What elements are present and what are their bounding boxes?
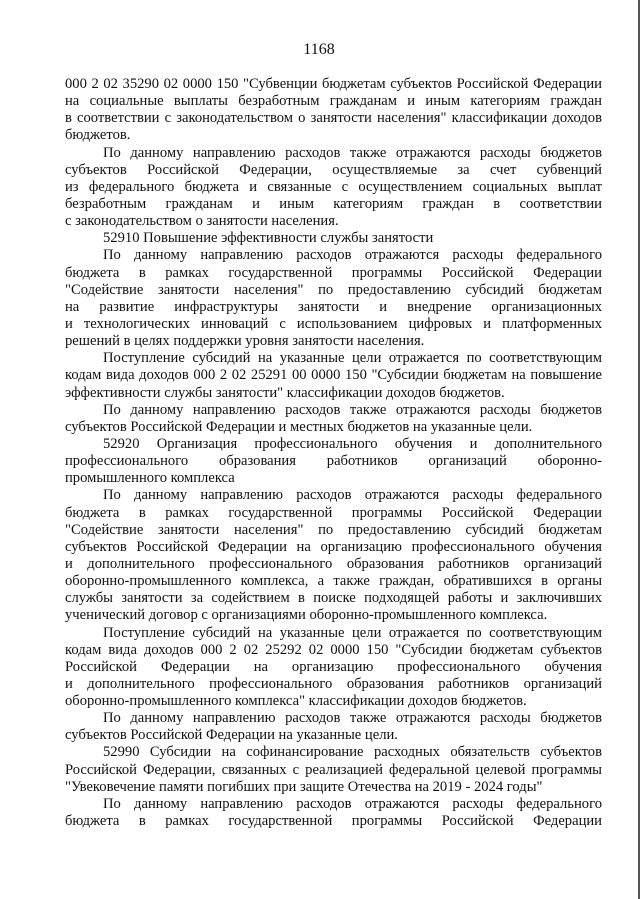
text-line: ученический договор с организациями оборонно-промышленного комплекса.: [65, 607, 548, 624]
text-line: Поступление субсидий на указанные цели отражается по соответствующим: [103, 350, 602, 367]
text-line: 52910 Повышение эффективности службы занятости: [103, 230, 434, 247]
text-line: Российской Федерации на организацию профессионального обучения: [65, 658, 602, 675]
text-line: субъектов Российской Федерации, осуществляемые за счет субвенций: [65, 161, 602, 178]
text-line: субъектов Российской Федерации и местных бюджетов на указанные цели.: [65, 418, 533, 435]
text-line: кодам вида доходов 000 2 02 25291 00 0000 150 "Субсидии бюджетам на повышение: [65, 367, 602, 384]
text-line: решений в целях поддержки уровня занятости населения.: [65, 333, 425, 350]
text-line: бюджета в рамках государственной программы Российской Федерации: [65, 264, 602, 281]
text-line: бюджета в рамках государственной программы Российской Федерации: [65, 504, 602, 521]
text-line: и дополнительного профессионального образования работников организаций: [65, 555, 602, 572]
text-line: Российской Федерации, связанных с реализацией федеральной целевой программы: [65, 761, 602, 778]
text-line: субъектов Российской Федерации на организацию профессионального обучения: [65, 538, 602, 555]
text-line: По данному направлению расходов также отражаются расходы бюджетов: [103, 710, 602, 727]
text-line: По данному направлению расходов также отражаются расходы бюджетов: [103, 401, 602, 418]
text-line: бюджета в рамках государственной программы Российской Федерации: [65, 813, 602, 830]
text-line: оборонно-промышленного комплекса" классификации доходов бюджетов.: [65, 693, 527, 710]
text-line: 52990 Субсидии на софинансирование расходных обязательств субъектов: [103, 744, 602, 761]
text-line: субъектов Российской Федерации на указанные цели.: [65, 727, 398, 744]
text-line: из федерального бюджета и связанные с осуществлением социальных выплат: [65, 178, 602, 195]
text-line: промышленного комплекса: [65, 470, 235, 487]
text-line: 000 2 02 35290 02 0000 150 "Субвенции бюджетам субъектов Российской Федерации: [65, 76, 602, 92]
text-line: профессионального образования работников организаций оборонно-: [65, 453, 602, 470]
text-line: с законодательством о занятости населения.: [65, 213, 339, 230]
text-line: на социальные выплаты безработным гражданам и иным категориям граждан: [65, 93, 602, 110]
text-line: "Содействие занятости населения" по предоставлению субсидий бюджетам: [65, 281, 602, 298]
text-line: на развитие инфраструктуры занятости и внедрение организационных: [65, 298, 602, 315]
text-line: "Увековечение памяти погибших при защите Отечества на 2019 - 2024 годы": [65, 778, 543, 795]
text-line: По данному направлению расходов отражаются расходы федерального: [103, 247, 602, 264]
text-line: службы занятости за содействием в поиске подходящей работы и заключивших: [65, 590, 602, 607]
text-line: эффективности службы занятости" классификации доходов бюджетов.: [65, 384, 505, 401]
text-line: По данному направлению расходов также отражаются расходы бюджетов: [103, 144, 602, 161]
text-line: бюджетов.: [65, 127, 131, 144]
document-body: [65, 76, 602, 830]
text-line: оборонно-промышленного комплекса, а также граждан, обратившихся в органы: [65, 573, 602, 590]
text-line: кодам вида доходов 000 2 02 25292 02 0000 150 "Субсидии бюджетам субъектов: [65, 641, 602, 658]
text-line: По данному направлению расходов отражаются расходы федерального: [103, 487, 602, 504]
text-line: и технологических инноваций с использованием цифровых и платформенных: [65, 315, 602, 332]
text-line: в соответствии с законодательством о занятости населения" классификации доходов: [65, 110, 602, 127]
text-line: безработным гражданам и иным категориям граждан в соответствии: [65, 195, 602, 212]
text-line: и дополнительного профессионального образования работников организаций: [65, 675, 602, 692]
text-line: "Содействие занятости населения" по предоставлению субсидий бюджетам: [65, 521, 602, 538]
page-number: 1168: [303, 41, 335, 58]
text-line: Поступление субсидий на указанные цели отражается по соответствующим: [103, 624, 602, 641]
text-line: По данному направлению расходов отражаются расходы федерального: [103, 795, 602, 812]
text-line: 52920 Организация профессионального обучения и дополнительного: [103, 435, 602, 452]
